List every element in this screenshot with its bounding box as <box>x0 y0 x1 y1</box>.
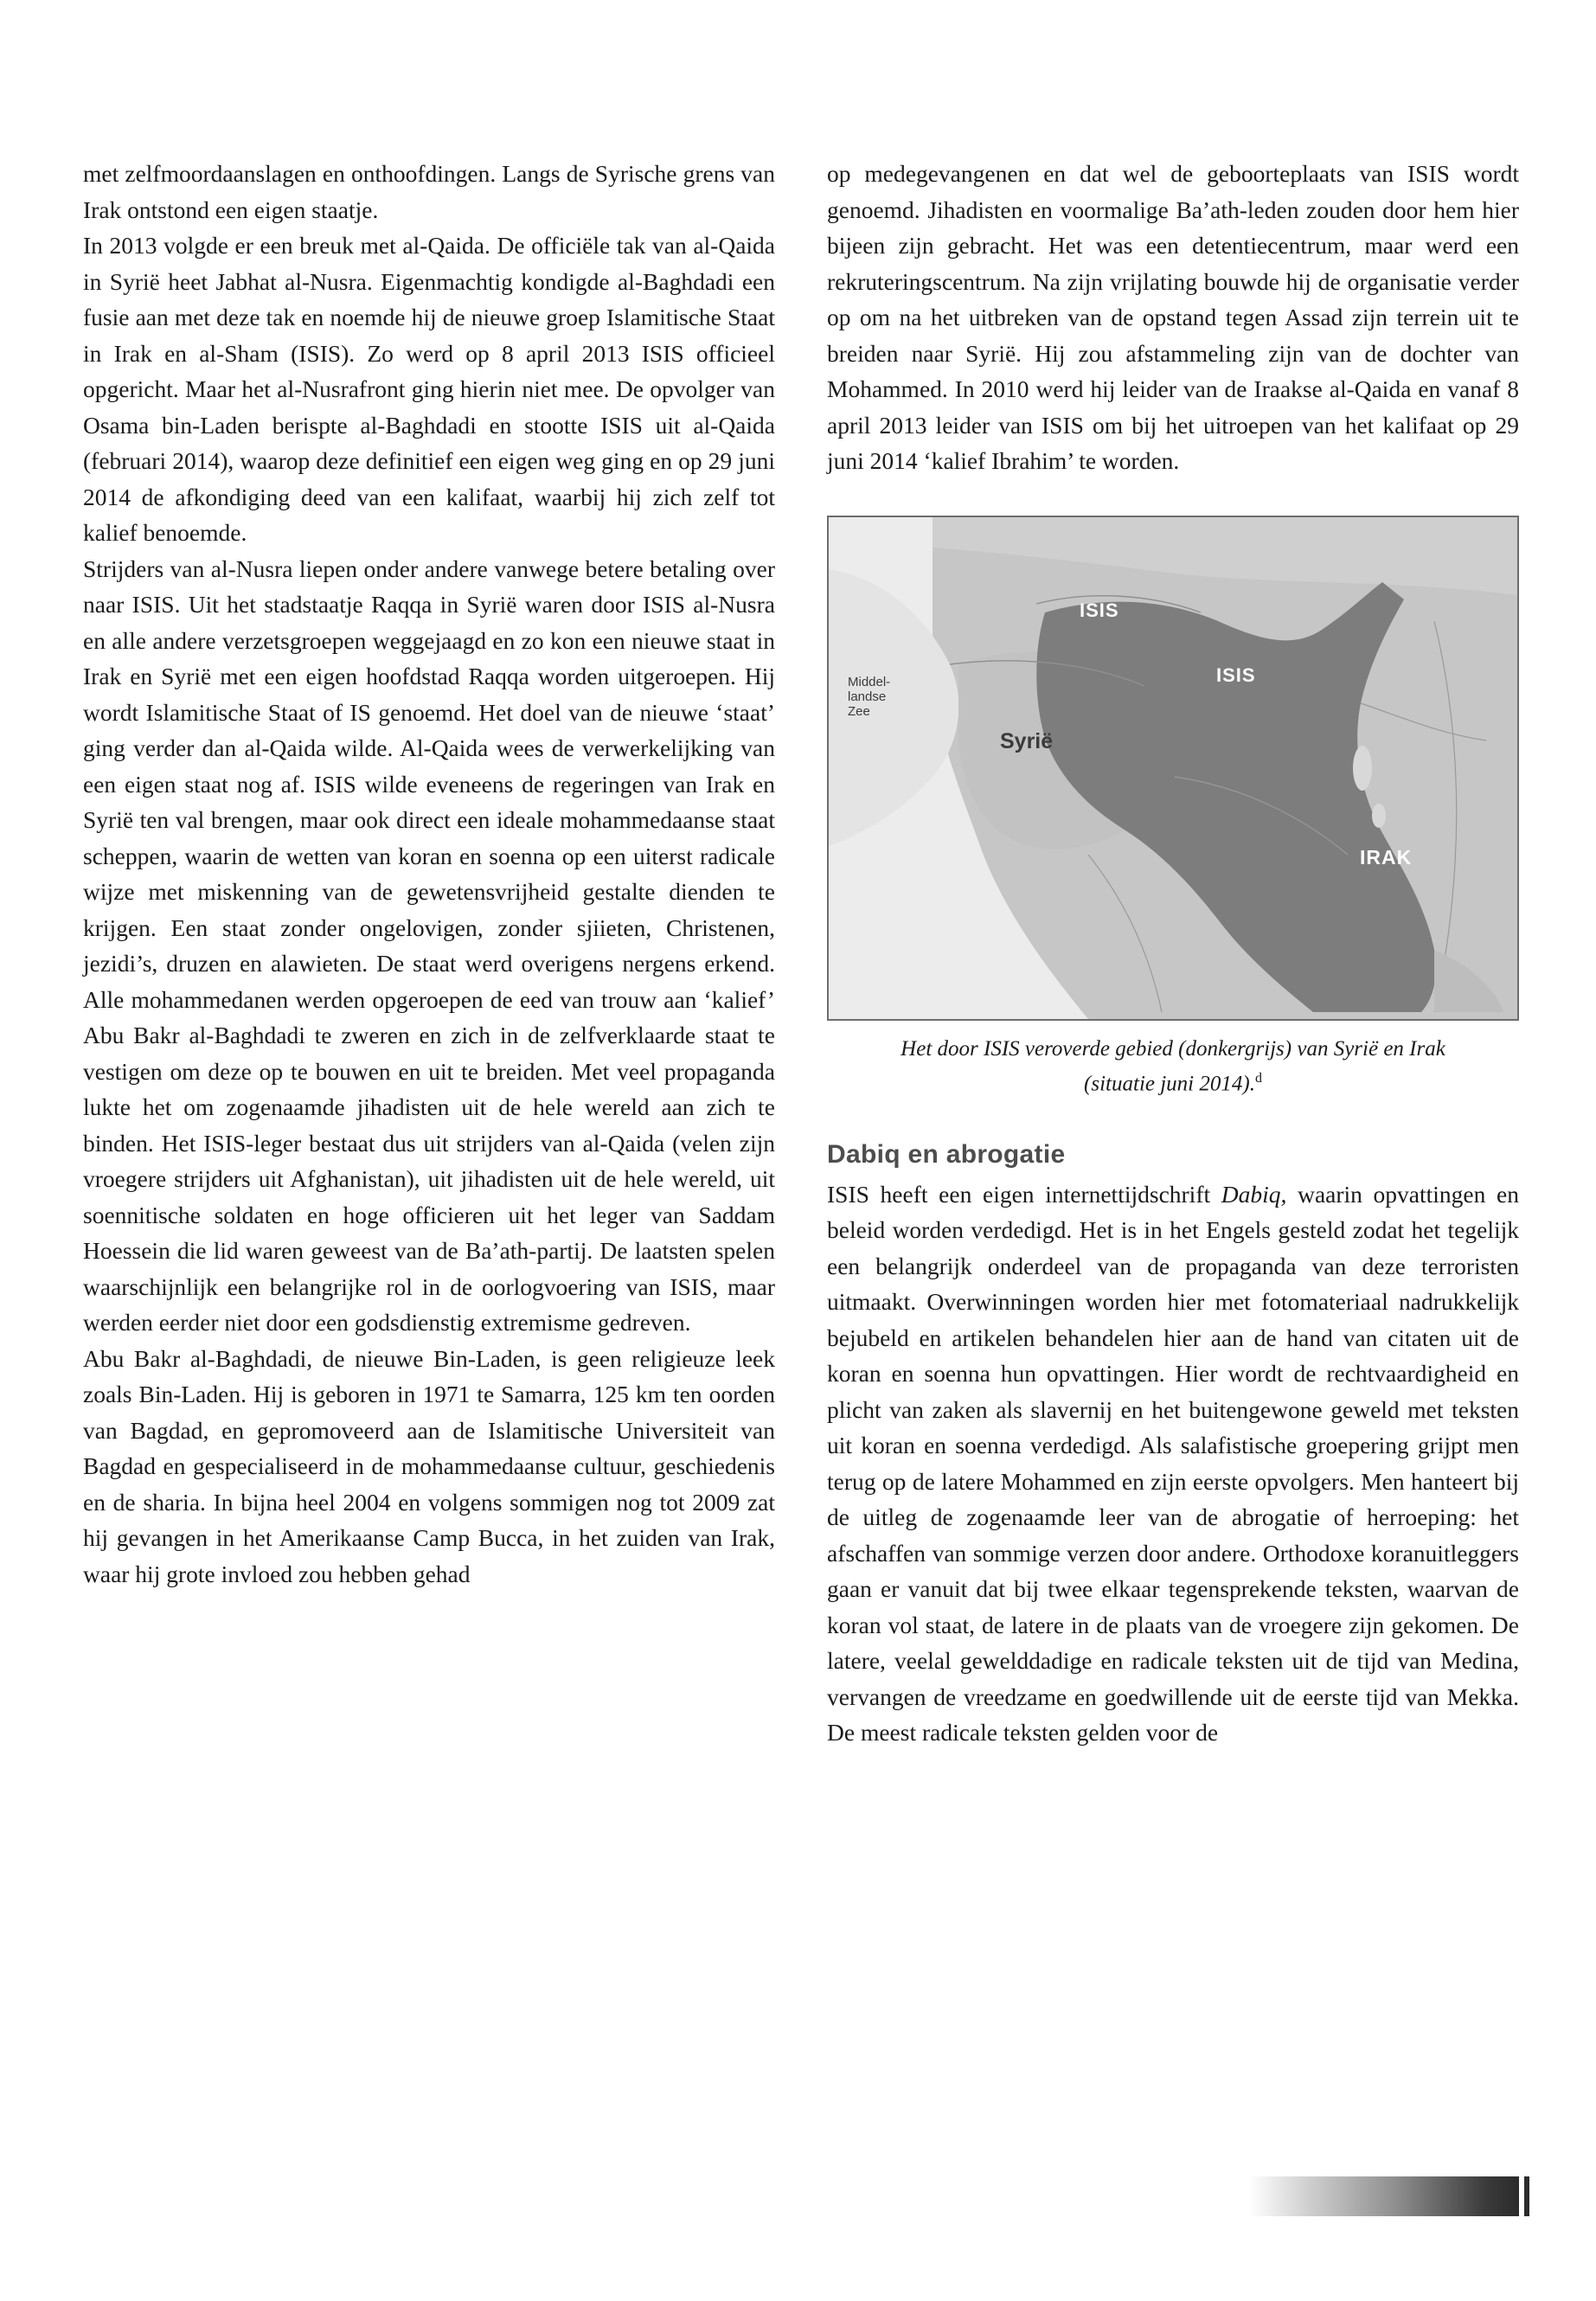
map-label-syria: Syrië <box>1000 728 1054 753</box>
page-footer-bar <box>1249 2176 1519 2216</box>
map-label-isis-center: ISIS <box>1216 663 1256 686</box>
map-label-isis-north: ISIS <box>1080 599 1119 621</box>
journal-title: Dabiq, <box>1221 1180 1287 1208</box>
caption-line-1: Het door ISIS veroverde gebied (donkergrijs) van Syrië en Irak <box>901 1036 1445 1061</box>
right-column <box>827 156 1519 1751</box>
map-image <box>827 516 1519 1021</box>
paragraph: In 2013 volgde er een breuk met al-Qaida. De officiële tak van al-Qaida in Syrië heet Jabhat al-Nusra. Eigenmachtig kondigde al-Baghdadi een fusie aan met deze tak en noemde hij de nieuwe groep Islamitische Staat in Irak en al-Sham (ISIS). Zo werd op 8 april 2013 ISIS officieel opgericht. Maar het al-Nusrafront ging hierin niet mee. De opvolger van Osama bin-Laden berispte al-Baghdadi en stootte ISIS uit al-Qaida (februari 2014), waarop deze definitief een eigen weg ging en op 29 juni 2014 de afkondiging deed van een kalifaat, waarbij hij zich zelf tot kalief benoemde. <box>83 232 775 546</box>
caption-line-2: (situatie juni 2014). <box>1084 1071 1255 1095</box>
paragraph: met zelfmoordaanslagen en onthoofdingen. Langs de Syrische grens van Irak ontstond een eigen staatje. <box>83 160 775 223</box>
paragraph: op medegevangenen en dat wel de geboorteplaats van ISIS wordt genoemd. Jihadisten en voormalige Ba’ath-leden zouden door hem hier bijeen zijn gebracht. Het was een detentiecentrum, maar werd een rekruteringscentrum. Na zijn vrijlating bouwde hij de organisatie verder op om na het uitbreken van de opstand tegen Assad zijn terrein uit te breiden naar Syrië. Hij zou afstammeling zijn van de dochter van Mohammed. In 2010 werd hij leider van de Iraakse al-Qaida en vanaf 8 april 2013 leider van ISIS om bij het uitroepen van het kalifaat op 29 juni 2014 ‘kalief Ibrahim’ te worden. <box>827 160 1519 474</box>
map-label-iraq: IRAK <box>1360 845 1413 868</box>
left-column <box>83 156 775 1592</box>
page-number: 137 <box>1539 2183 1575 2210</box>
figure-isis-map <box>827 516 1519 1099</box>
page-footer-tick <box>1524 2176 1529 2216</box>
map-graphic <box>829 517 1517 1019</box>
page-content <box>83 156 1519 2154</box>
paragraph-text-part-2: waarin opvattingen en beleid worden verdedigd. Het is in het Engels gesteld zodat het tegelijk een belangrijk onderdeel van de propaganda van deze terroristen uitmaakt. Overwinningen worden hier met fotomateriaal nadrukkelijk bejubeld en artikelen behandelen hier aan de hand van citaten uit de koran en soenna hun opvattingen. Hier wordt de rechtvaardigheid en plicht van zaken als slavernij en het buitengewone geweld met teksten uit koran en soenna verdedigd. Als salafistische groepering grijpt men terug op de latere Mohammed en zijn eerste opvolgers. Men hanteert bij de uitleg de zogenaamde leer van de abrogatie of herroeping: het afschaffen van sommige verzen door andere. Orthodoxe koranuitleggers gaan er vanuit dat bij twee elkaar tegensprekende teksten, waarvan de koran vol staat, de latere in de plaats van de vroegere zijn gekomen. De latere, veelal gewelddadige en radicale teksten uit de tijd van Medina, vervangen de vreedzame en goedwillende uit de eerste tijd van Mekka. De meest radicale teksten gelden voor de <box>827 1180 1520 1747</box>
caption-footnote-marker: d <box>1254 1070 1262 1086</box>
paragraph: Strijders van al-Nusra liepen onder andere vanwege betere betaling over naar ISIS. Uit het stadstaatje Raqqa in Syrië waren door ISIS al-Nusra en alle andere verzetsgroepen weggejaagd en zo kon een nieuwe staat in Irak en Syrië met een eigen hoofdstad Raqqa worden uitgeroepen. Hij wordt Islamitische Staat of IS genoemd. Het doel van de nieuwe ‘staat’ ging verder dan al-Qaida wilde. Al-Qaida wees de verwerkelijking van een eigen staat nog af. ISIS wilde eveneens de regeringen van Irak en Syrië ten val brengen, maar ook direct een ideale mohammedaanse staat scheppen, waarin de wetten van koran en soenna op een uiterst radicale wijze met miskenning van de gewetensvrijheid gestalte dienden te krijgen. Een staat zonder ongelovigen, zonder sjiieten, Christenen, jezidi’s, druzen en alawieten. De staat werd overigens nergens erkend. Alle mohammedanen werden opgeroepen de eed van trouw aan ‘kalief’ Abu Bakr al-Baghdadi te zweren en zich in de zelfverklaarde staat te vestigen om deze op te bouwen en uit te breiden. Met veel propaganda lukte het om zogenaamde jihadisten uit de hele wereld aan zich te binden. Het ISIS-leger bestaat dus uit strijders van al-Qaida (velen zijn vroegere strijders uit Afghanistan), uit jihadisten uit de hele wereld, uit soennitische soldaten en hoge officieren uit het leger van Saddam Hoessein die lid waren geweest van de Ba’ath-partij. De laatsten spelen waarschijnlijk een belangrijke rol in de oorlogvoering van ISIS, maar werden eerder niet door een godsdienstig extremisme gedreven. <box>83 554 775 1336</box>
map-label-sea: Middel- landse Zee <box>848 674 891 719</box>
section-heading: Dabiq en abrogatie <box>827 1139 1066 1169</box>
paragraph: Abu Bakr al-Baghdadi, de nieuwe Bin-Laden, is geen religieuze leek zoals Bin-Laden. Hij is geboren in 1971 te Samarra, 125 km ten oorden van Bagdad, en gepromoveerd aan de Islamitische Universiteit van Bagdad en gespecialiseerd in de mohammedaanse cultuur, geschiedenis en de sharia. In bijna heel 2004 en volgens sommigen nog tot 2009 zat hij gevangen in het Amerikaanse Camp Bucca, in het zuiden van Irak, waar hij grote invloed zou hebben gehad <box>83 1344 775 1587</box>
figure-caption <box>827 1035 1519 1099</box>
paragraph <box>827 1176 1519 1751</box>
paragraph-text-part-1: ISIS heeft een eigen internettijdschrift <box>827 1180 1221 1208</box>
